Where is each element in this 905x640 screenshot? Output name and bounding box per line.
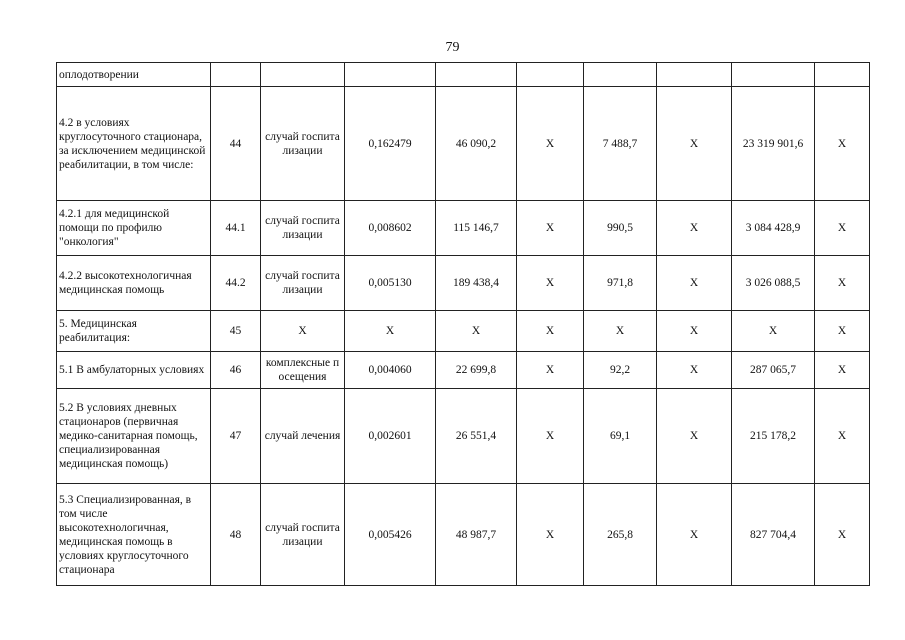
cell-col-x3: X xyxy=(815,311,870,352)
cell-row-label: 4.2.2 высокотехнологичная медицинская помощь xyxy=(57,256,211,311)
cell-row-code: 48 xyxy=(211,484,261,586)
cell-col-x2 xyxy=(657,63,732,87)
cell-row-label: 5.2 В условиях дневных стационаров (первичная медико-санитарная помощь, специализированная медицинская помощь) xyxy=(57,389,211,484)
cell-unit: случай госпитализации xyxy=(261,256,345,311)
cell-per-capita xyxy=(584,63,657,87)
cell-norm-cost: 48 987,7 xyxy=(436,484,517,586)
cell-row-label: 4.2.1 для медицинской помощи по профилю "онкология" xyxy=(57,201,211,256)
cell-row-code xyxy=(211,63,261,87)
cell-col-x3 xyxy=(815,63,870,87)
cell-row-label: 5. Медицинская реабилитация: xyxy=(57,311,211,352)
cell-total-cost xyxy=(732,63,815,87)
cell-total-cost: 3 084 428,9 xyxy=(732,201,815,256)
cell-norm-cost: 22 699,8 xyxy=(436,352,517,389)
cell-norm-volume: X xyxy=(345,311,436,352)
cell-norm-volume: 0,004060 xyxy=(345,352,436,389)
cell-row-code: 44 xyxy=(211,87,261,201)
cell-row-code: 44.1 xyxy=(211,201,261,256)
data-table xyxy=(56,62,870,586)
cell-col-x3: X xyxy=(815,389,870,484)
cell-col-x2: X xyxy=(657,256,732,311)
cell-per-capita: 990,5 xyxy=(584,201,657,256)
cell-col-x1: X xyxy=(517,311,584,352)
cell-total-cost: X xyxy=(732,311,815,352)
cell-per-capita: 7 488,7 xyxy=(584,87,657,201)
cell-norm-cost xyxy=(436,63,517,87)
cell-col-x2: X xyxy=(657,389,732,484)
cell-unit: X xyxy=(261,311,345,352)
cell-norm-cost: 46 090,2 xyxy=(436,87,517,201)
table-row xyxy=(57,389,870,484)
cell-col-x3: X xyxy=(815,256,870,311)
cell-col-x1: X xyxy=(517,389,584,484)
cell-norm-cost: X xyxy=(436,311,517,352)
cell-unit: случай госпитализации xyxy=(261,87,345,201)
cell-unit xyxy=(261,63,345,87)
cell-per-capita: X xyxy=(584,311,657,352)
cell-total-cost: 827 704,4 xyxy=(732,484,815,586)
cell-col-x1: X xyxy=(517,256,584,311)
table-row xyxy=(57,256,870,311)
cell-norm-cost: 26 551,4 xyxy=(436,389,517,484)
cell-col-x1 xyxy=(517,63,584,87)
cell-per-capita: 69,1 xyxy=(584,389,657,484)
cell-row-code: 46 xyxy=(211,352,261,389)
cell-col-x2: X xyxy=(657,311,732,352)
cell-per-capita: 971,8 xyxy=(584,256,657,311)
cell-col-x3: X xyxy=(815,87,870,201)
cell-total-cost: 287 065,7 xyxy=(732,352,815,389)
cell-unit: случай госпитализации xyxy=(261,484,345,586)
cell-total-cost: 23 319 901,6 xyxy=(732,87,815,201)
cell-row-code: 44.2 xyxy=(211,256,261,311)
cell-norm-volume: 0,002601 xyxy=(345,389,436,484)
cell-col-x1: X xyxy=(517,201,584,256)
cell-row-label: 5.3 Специализированная, в том числе высокотехнологичная, медицинская помощь в условиях круглосуточного стационара xyxy=(57,484,211,586)
cell-unit: случай госпитализации xyxy=(261,201,345,256)
cell-norm-volume: 0,162479 xyxy=(345,87,436,201)
cell-col-x3: X xyxy=(815,484,870,586)
cell-norm-volume: 0,005130 xyxy=(345,256,436,311)
table-row xyxy=(57,63,870,87)
cell-norm-volume xyxy=(345,63,436,87)
cell-unit: комплексные посещения xyxy=(261,352,345,389)
cell-col-x3: X xyxy=(815,352,870,389)
cell-norm-cost: 189 438,4 xyxy=(436,256,517,311)
cell-norm-volume: 0,008602 xyxy=(345,201,436,256)
cell-unit: случай лечения xyxy=(261,389,345,484)
table-row xyxy=(57,201,870,256)
cell-col-x2: X xyxy=(657,352,732,389)
cell-row-code: 45 xyxy=(211,311,261,352)
cell-col-x1: X xyxy=(517,484,584,586)
cell-col-x2: X xyxy=(657,87,732,201)
cell-row-code: 47 xyxy=(211,389,261,484)
table-body xyxy=(57,63,870,586)
cell-col-x3: X xyxy=(815,201,870,256)
cell-row-label: 4.2 в условиях круглосуточного стационара, за исключением медицинской реабилитации, в том числе: xyxy=(57,87,211,201)
cell-norm-volume: 0,005426 xyxy=(345,484,436,586)
cell-row-label: оплодотворении xyxy=(57,63,211,87)
cell-col-x2: X xyxy=(657,484,732,586)
table-row xyxy=(57,87,870,201)
cell-per-capita: 92,2 xyxy=(584,352,657,389)
table-row xyxy=(57,311,870,352)
table-row xyxy=(57,352,870,389)
page-number: 79 xyxy=(445,40,460,55)
cell-col-x1: X xyxy=(517,352,584,389)
cell-col-x1: X xyxy=(517,87,584,201)
cell-total-cost: 3 026 088,5 xyxy=(732,256,815,311)
cell-total-cost: 215 178,2 xyxy=(732,389,815,484)
table-row xyxy=(57,484,870,586)
cell-col-x2: X xyxy=(657,201,732,256)
cell-row-label: 5.1 В амбулаторных условиях xyxy=(57,352,211,389)
cell-per-capita: 265,8 xyxy=(584,484,657,586)
cell-norm-cost: 115 146,7 xyxy=(436,201,517,256)
